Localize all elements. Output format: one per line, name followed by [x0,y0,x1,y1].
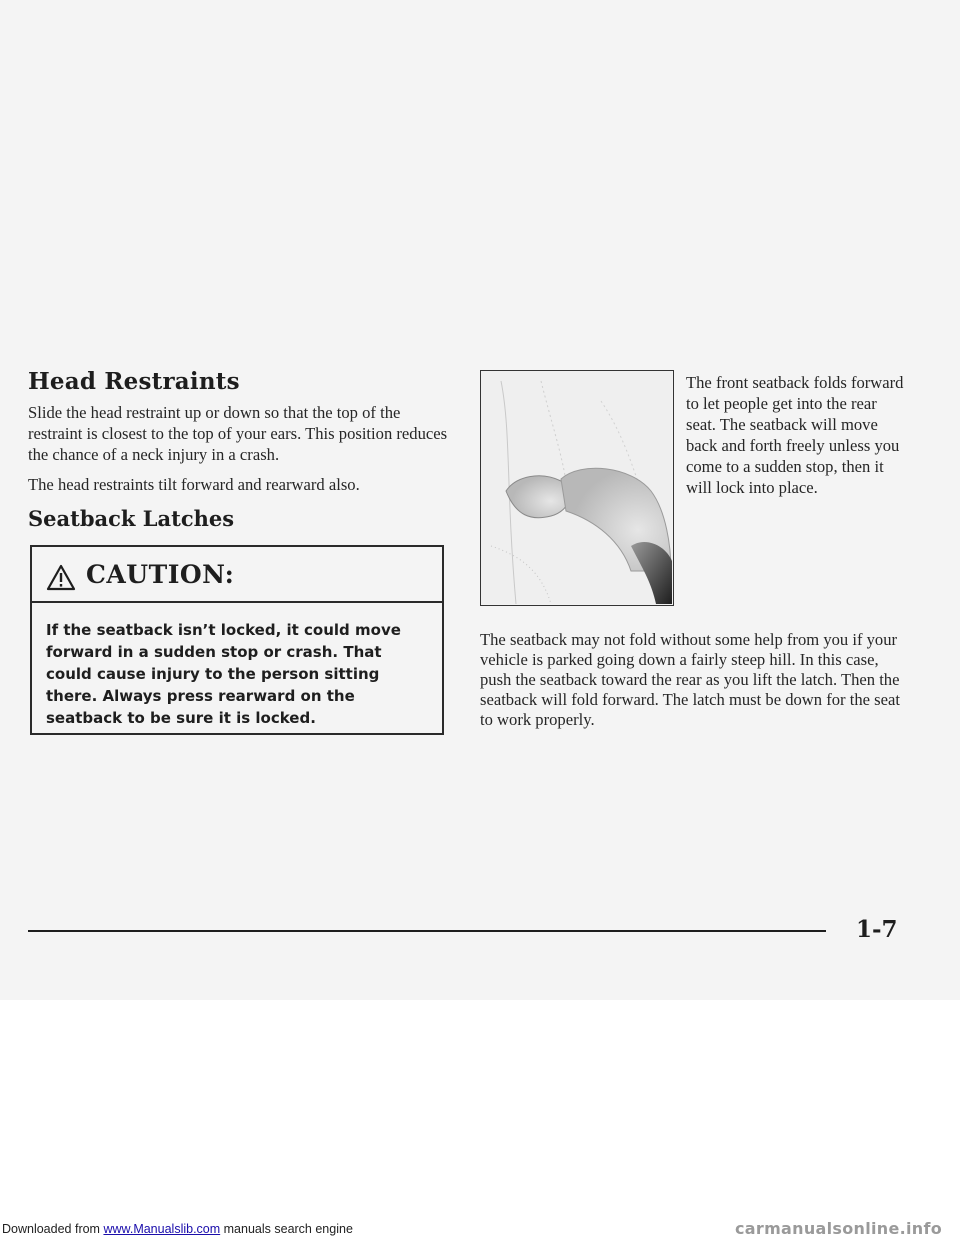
seatback-latch-drawing [481,371,672,604]
head-restraints-paragraph: Slide the head restraint up or down so that the top of the restraint is closest to the top of your ears. This position reduces the chance of a neck injury in a crash. [28,403,448,464]
seatback-latch-illustration [480,370,674,606]
footer-rule [28,930,826,932]
watermark: carmanualsonline.info [735,1219,943,1238]
head-restraints-tilt-paragraph: The head restraints tilt forward and rearward also. [28,475,360,494]
caution-box [30,545,444,735]
seatback-hill-paragraph: The seatback may not fold without some help from you if your vehicle is parked going down a fairly steep hill. In this case, push the seatback toward the rear as you lift the latch. Then the seatback will fold forward. The latch must be down for the seat to work properly. [480,630,900,729]
seatback-latches-heading: Seatback Latches [28,506,235,531]
footer-prefix: Downloaded from [2,1222,104,1236]
footer-suffix: manuals search engine [220,1222,353,1236]
caution-text: If the seatback isn’t locked, it could move forward in a sudden stop or crash. That could cause injury to the person sitting there. Always press rearward on the seatback to be sure it is locked. [46,621,401,727]
warning-triangle-icon [46,564,76,591]
seatback-folds-paragraph: The front seatback folds forward to let people get into the rear seat. The seatback will move back and forth freely unless you come to a sudden stop, then it will lock into place. [686,373,904,497]
download-footer [2,1222,353,1236]
caution-header [32,547,442,603]
manualslib-link[interactable]: www.Manualslib.com [103,1222,221,1236]
head-restraints-heading: Head Restraints [28,368,240,395]
page-number: 1-7 [856,916,898,943]
caution-title: CAUTION: [86,560,235,589]
